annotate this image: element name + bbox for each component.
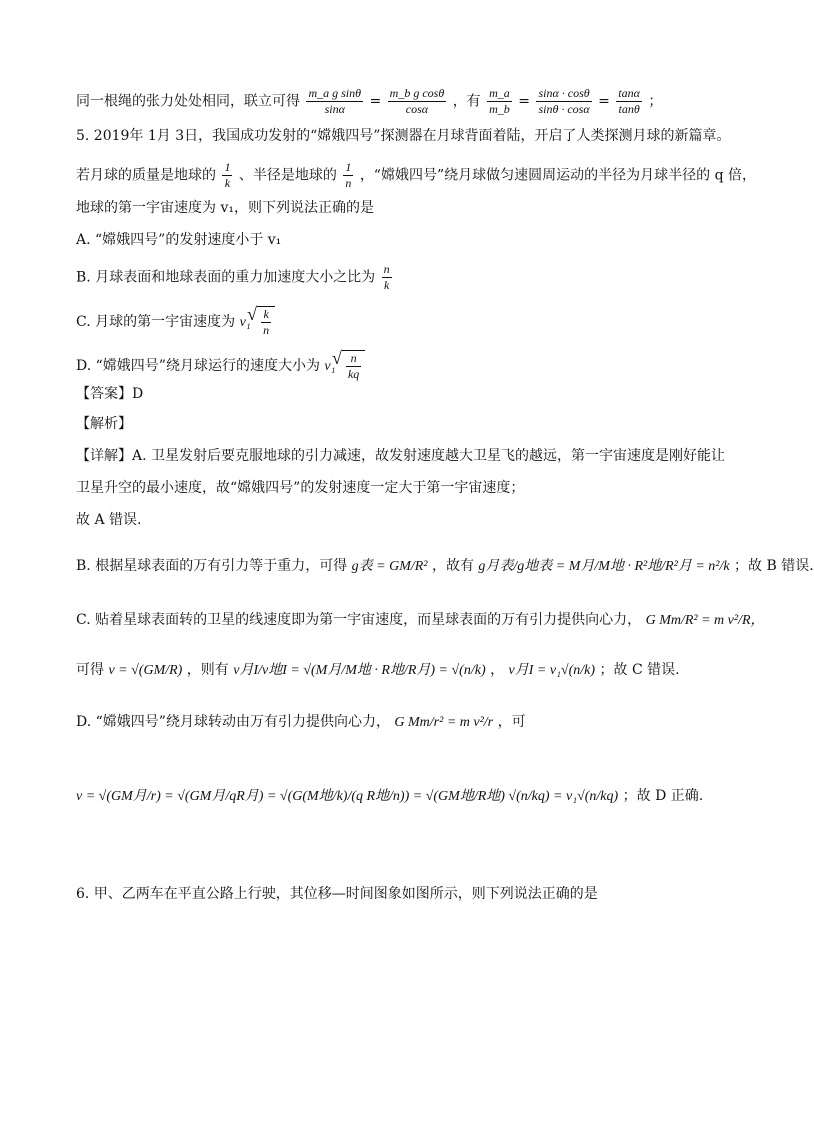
fraction-4: $\frac{\sin\alpha \cdot \cos\theta}{\sin\theta \cdot \cos\alpha}$ bbox=[538, 86, 590, 116]
option-d: D. “嫦娥四号”绕月球运行的速度大小为 v₁ √ $\frac{n}{kq}$ bbox=[76, 350, 365, 382]
option-c: C. 月球的第一宇宙速度为 v₁ √ $\frac{k}{n}$ bbox=[76, 306, 275, 338]
fraction-1: $\frac{\text{m\_a g sinθ}}{\sin\alpha}$ bbox=[308, 86, 362, 116]
detail-d2: v = √(GM月/r) = √(GM月/qR月) = √(G(M地/k)/(q R地/n)) = √(GM地/R地) √(n/kq) = v₁√(n/kq) ；故 D 正确. bbox=[76, 788, 704, 804]
detail-c2: 可得 v = √(GM/R) ，则有 v月I/v地I = √(M月/M地 · R地/R月) = √(n/k) ， v月I = v₁√(n/k) ；故 C 错误. bbox=[76, 662, 680, 678]
option-b: B. 月球表面和地球表面的重力加速度大小之比为 $\frac{n}{k}$ bbox=[76, 262, 390, 292]
detail-line2: 卫星升空的最小速度，故“嫦娥四号”的发射速度一定大于第一宇宙速度； bbox=[76, 480, 525, 496]
formula-g-surface: g表 = GM/R² bbox=[351, 559, 428, 574]
fraction-1-over-k: $\frac{1}{k}$ bbox=[224, 160, 231, 190]
detail-b: B. 根据星球表面的万有引力等于重力，可得 g表 = GM/R² ，故有 g月表/g地表 = M月/M地 · R²地/R²月 = n²/k ；故 B 错误. bbox=[76, 558, 814, 574]
fraction-2: $\frac{\text{m\_b g cosθ}}{\cos\alpha}$ bbox=[389, 86, 445, 116]
detail-c: C. 贴着星球表面转的卫星的线速度即为第一宇宙速度，而星球表面的万有引力提供向心力， G Mm/R² = m v²/R， bbox=[76, 612, 765, 628]
detail-line1: 【详解】A. 卫星发射后要克服地球的引力减速，故发射速度越大卫星飞的越远，第一宇宙速度是刚好能让 bbox=[76, 448, 726, 464]
q5-stem-line2: 若月球的质量是地球的 $\frac{1}{k}$ 、半径是地球的 $\frac{1}{n}$ ，“嫦娥四号”绕月球做匀速圆周运动的半径为月球半径的 q 倍， bbox=[76, 160, 756, 190]
formula-centripetal: G Mm/R² = m v²/R， bbox=[645, 613, 765, 628]
fraction-5: $\frac{\tan\alpha}{\tan\theta}$ bbox=[618, 86, 640, 116]
q4-tail-text: 同一根绳的张力处处相同，联立可得 bbox=[76, 93, 300, 110]
formula-moon-orbit-speed: v = √(GM月/r) = √(GM月/qR月) = √(G(M地/k)/(q R地/n)) = √(GM地/R地) √(n/kq) = v₁√(n/kq) bbox=[76, 789, 619, 804]
q5-stem-line3: 地球的第一宇宙速度为 v₁，则下列说法正确的是 bbox=[76, 200, 374, 216]
option-a: A. “嫦娥四号”的发射速度小于 v₁ bbox=[76, 232, 282, 248]
analysis-label: 【解析】 bbox=[76, 416, 132, 432]
q6-stem: 6. 甲、乙两车在平直公路上行驶，其位移—时间图象如图所示，则下列说法正确的是 bbox=[76, 886, 598, 902]
detail-line3: 故 A 错误. bbox=[76, 512, 142, 528]
answer-label: 【答案】D bbox=[76, 386, 144, 402]
q5-stem-line1: 5. 2019年 1月 3日，我国成功发射的“嫦娥四号”探测器在月球背面着陆，开启了人类探测月球的新篇章。 bbox=[76, 128, 731, 144]
detail-d: D. “嫦娥四号”绕月球转动由万有引力提供向心力， G Mm/r² = m v²/r ，可 bbox=[76, 714, 526, 730]
formula-g-ratio: g月表/g地表 = M月/M地 · R²地/R²月 = n²/k bbox=[478, 559, 730, 574]
fraction-1-over-n: $\frac{1}{n}$ bbox=[345, 160, 352, 190]
fraction-3: $\frac{m\_a}{m\_b}$ bbox=[489, 86, 510, 116]
q4-tail-line: 同一根绳的张力处处相同，联立可得 $\frac{\text{m\_a g sinθ}}{\sin\alpha}$ = $\frac{\text{m\_b g cosθ}}{\cos\alpha}$ ，有 $\frac{m\_a}{m\_b}$ = $\frac{\sin\alpha \cdot \cos\theta}{\sin\theta \cdot \cos\alpha}$ = $\frac{\tan\alpha}{\tan\theta}$ ； bbox=[76, 86, 663, 116]
